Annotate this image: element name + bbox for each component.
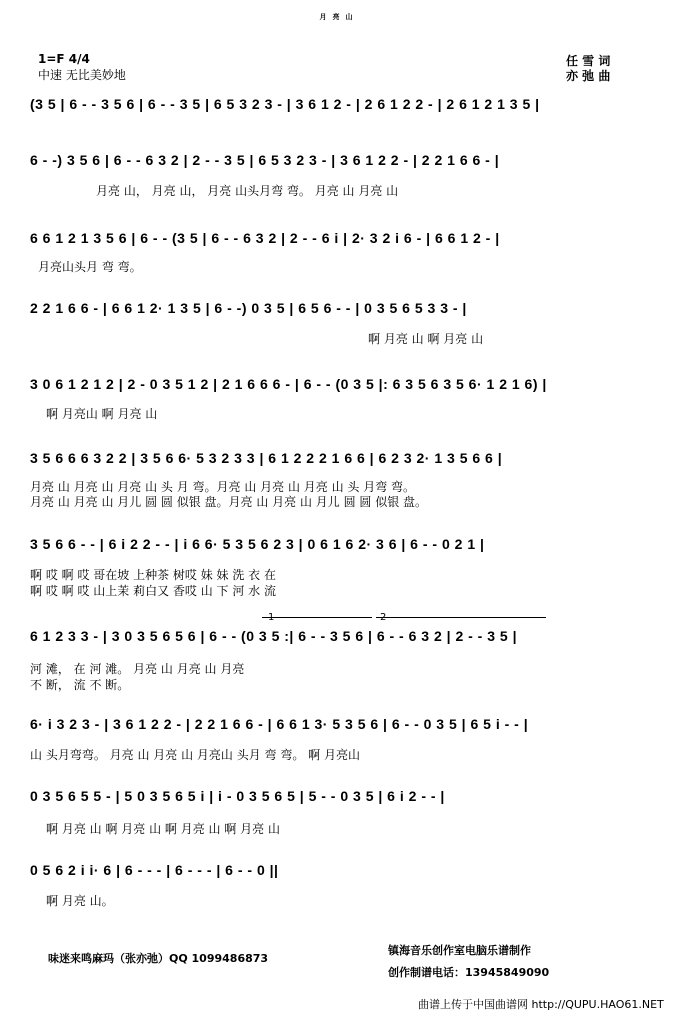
lyrics-row-9: 山 头月弯弯。 月亮 山 月亮 山 月亮山 头月 弯 弯。 啊 月亮山 [30,748,360,762]
lyrics-row-5: 啊 月亮山 啊 月亮 山 [46,407,158,421]
footer-source-site: 曲谱上传于中国曲谱网 http://QUPU.HAO61.NET [418,998,664,1011]
volta-bracket-second [376,617,546,618]
score-row-3: 6 6 1 2 1 3 5 6 | 6 - - (3 5 | 6 - - 6 3 2 | 2 - - 6 i | 2· 3 2 i 6 - | 6 6 1 2 - | [30,230,500,246]
score-row-1: (3 5 | 6 - - 3 5 6 | 6 - - 3 5 | 6 5 3 2 3 - | 3 6 1 2 - | 2 6 1 2 2 - | 2 6 1 2 1 3 5 | [30,96,540,112]
score-row-11: 0 5 6 2 i i· 6 | 6 - - - | 6 - - - | 6 - - 0 || [30,862,279,878]
score-row-10: 0 3 5 6 5 5 - | 5 0 3 5 6 5 i | i - 0 3 5 6 5 | 5 - - 0 3 5 | 6 i 2 - - | [30,788,445,804]
lyricist-credit: 任 雪 词 [566,54,611,68]
lyrics-row-10: 啊 月亮 山 啊 月亮 山 啊 月亮 山 啊 月亮 山 [46,822,280,836]
composer-credit: 亦 弛 曲 [566,69,611,83]
score-row-5: 3 0 6 1 2 1 2 | 2 - 0 3 5 1 2 | 2 1 6 6 6 - | 6 - - (0 3 5 |: 6 3 5 6 3 5 6· 1 2 1 6) | [30,376,547,392]
footer-phone: 创作制谱电话：13945849090 [388,966,550,979]
score-row-7: 3 5 6 6 - - | 6 i 2 2 - - | i 6 6· 5 3 5 6 2 3 | 0 6 1 6 2· 3 6 | 6 - - 0 2 1 | [30,536,485,552]
score-row-8: 6 1 2 3 3 - | 3 0 3 5 6 5 6 | 6 - - (0 3 5 :| 6 - - 3 5 6 | 6 - - 6 3 2 | 2 - - 3 5 | [30,628,517,644]
lyrics-row-11: 啊 月亮 山。 [46,894,114,908]
tempo-marking: 中速 无比美妙地 [38,68,126,82]
page-title: 月亮山 [319,13,359,21]
lyrics-row-7-verse-2: 啊 哎 啊 哎 山上茉 莉白又 香哎 山 下 河 水 流 [30,584,276,598]
lyrics-row-3: 月亮山头月 弯 弯。 [38,260,142,274]
footer-contact-left: 味迷来鸣麻玛（张亦弛）QQ 1099486873 [48,952,269,965]
lyrics-row-6-verse-1: 月亮 山 月亮 山 月亮 山 头 月 弯。月亮 山 月亮 山 月亮 山 头 月弯 弯。 [30,480,416,494]
lyrics-row-4: 啊 月亮 山 啊 月亮 山 [368,332,484,346]
score-row-9: 6· i 3 2 3 - | 3 6 1 2 2 - | 2 2 1 6 6 - | 6 6 1 3· 5 3 5 6 | 6 - - 0 3 5 | 6 5 i - - | [30,716,529,732]
key-signature: 1=F 4/4 [38,52,90,66]
lyrics-row-6-verse-2: 月亮 山 月亮 山 月儿 圆 圆 似银 盘。月亮 山 月亮 山 月儿 圆 圆 似银 盘。 [30,495,428,509]
score-row-6: 3 5 6 6 6 3 2 2 | 3 5 6 6· 5 3 2 3 3 | 6 1 2 2 2 1 6 6 | 6 2 3 2· 1 3 5 6 6 | [30,450,503,466]
score-row-4: 2 2 1 6 6 - | 6 6 1 2· 1 3 5 | 6 - -) 0 3 5 | 6 5 6 - - | 0 3 5 6 5 3 3 - | [30,300,467,316]
volta-bracket-first [262,617,372,618]
lyrics-row-7-verse-1: 啊 哎 啊 哎 哥在坡 上种茶 树哎 妹 妹 洗 衣 在 [30,568,276,582]
footer-studio: 镇海音乐创作室电脑乐谱制作 [388,944,531,957]
lyrics-row-8-verse-1: 河 滩， 在 河 滩。 月亮 山 月亮 山 月亮 [30,662,245,676]
score-row-2: 6 - -) 3 5 6 | 6 - - 6 3 2 | 2 - - 3 5 | 6 5 3 2 3 - | 3 6 1 2 2 - | 2 2 1 6 6 - | [30,152,500,168]
lyrics-row-8-verse-2: 不 断， 流 不 断。 [30,678,130,692]
lyrics-row-2: 月亮 山， 月亮 山， 月亮 山头月弯 弯。 月亮 山 月亮 山 [96,184,399,198]
